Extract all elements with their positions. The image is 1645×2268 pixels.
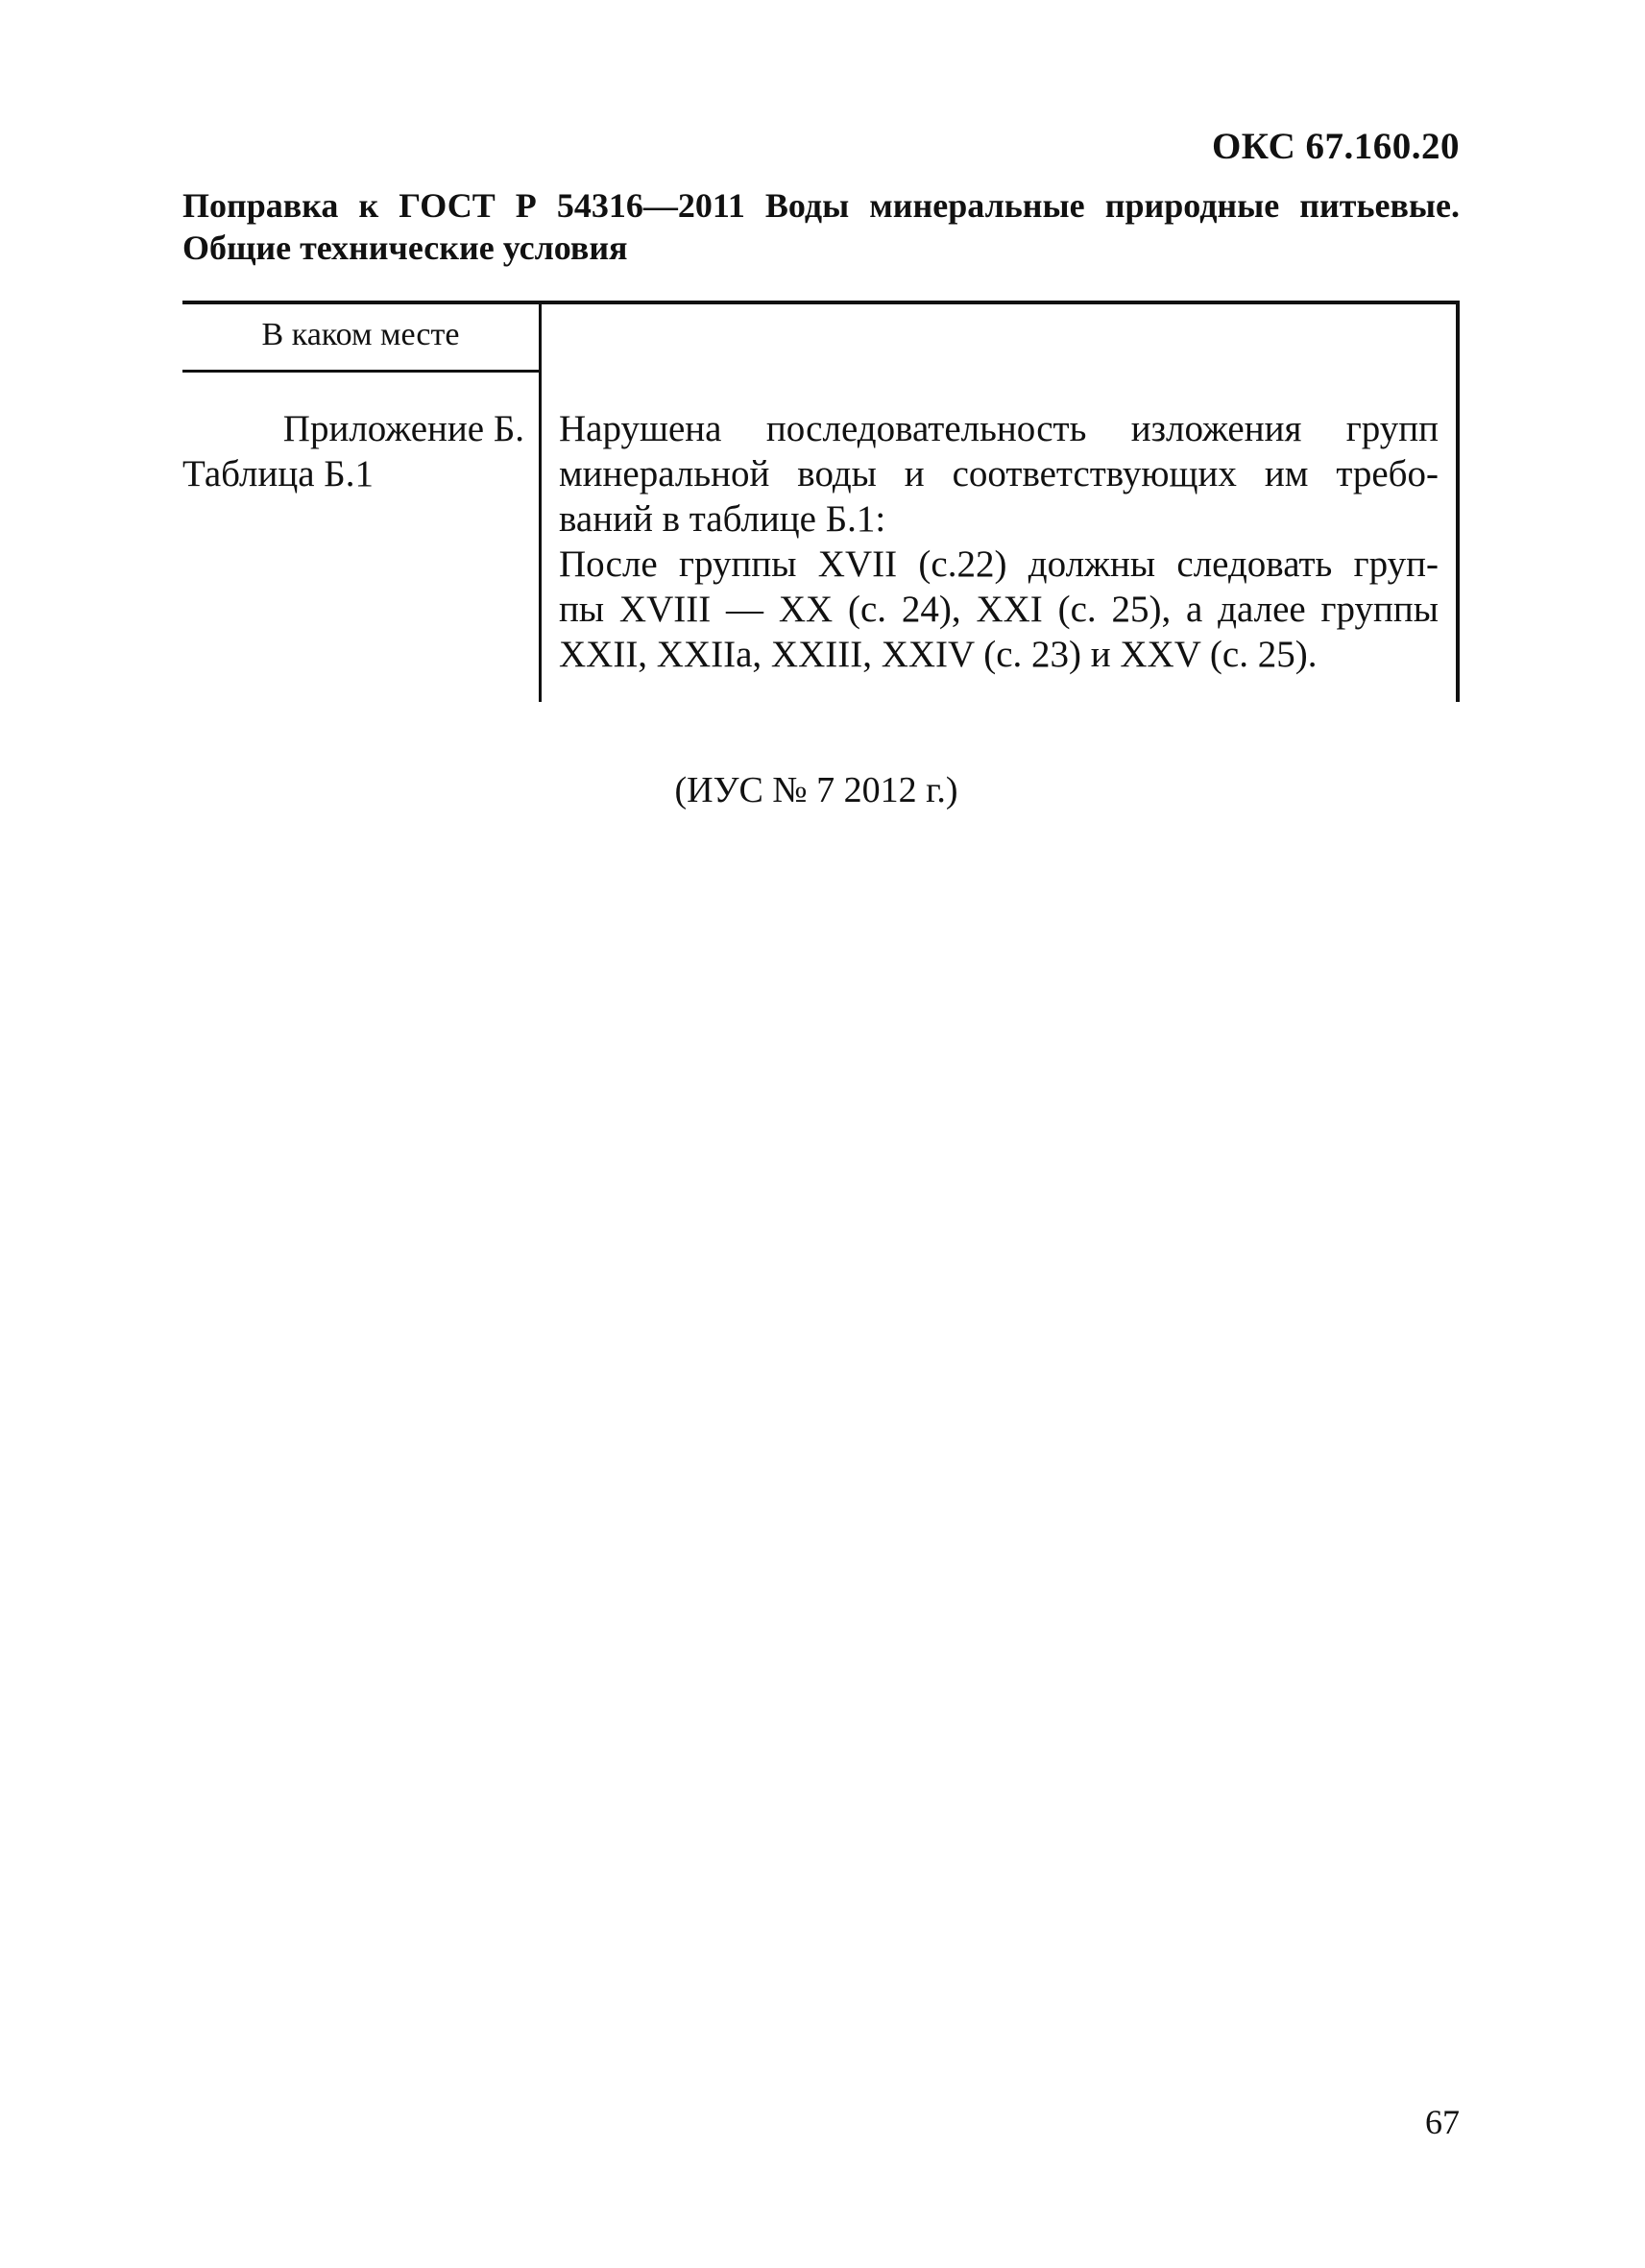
text-line: После группы XVII (с.22) должны следовать груп- [559, 543, 1439, 585]
place-cell [182, 406, 524, 496]
place-line-1: Приложение Б. [282, 408, 524, 449]
ius-reference: (ИУС № 7 2012 г.) [674, 770, 958, 810]
text-line: Нарушена последовательность изложения групп [559, 408, 1439, 449]
oks-code: ОКС 67.160.20 [1211, 126, 1460, 167]
page-number: 67 [1425, 2103, 1460, 2141]
header-bottom-rule [182, 370, 539, 373]
text-line: минеральной воды и соответствующих им требо- [559, 453, 1439, 495]
text-line: пы XVIII — XX (с. 24), XXI (с. 25), а далее группы [559, 589, 1439, 630]
table-top-rule [182, 301, 1460, 304]
table-right-rule [1456, 301, 1460, 702]
text-line: ваний в таблице Б.1: [559, 498, 886, 540]
column-divider [539, 301, 542, 702]
place-line-2: Таблица Б.1 [182, 453, 374, 495]
text-line: XXII, XXIIа, XXIII, XXIV (с. 23) и XXV (с. 25). [559, 634, 1318, 675]
amendment-table [182, 301, 1460, 702]
document-title: Поправка к ГОСТ Р 54316—2011 Воды минеральные природные питьевые. Общие технические условия [182, 186, 1460, 267]
column-header-place: В каком месте [261, 317, 460, 352]
amendment-text-cell [559, 406, 1439, 677]
